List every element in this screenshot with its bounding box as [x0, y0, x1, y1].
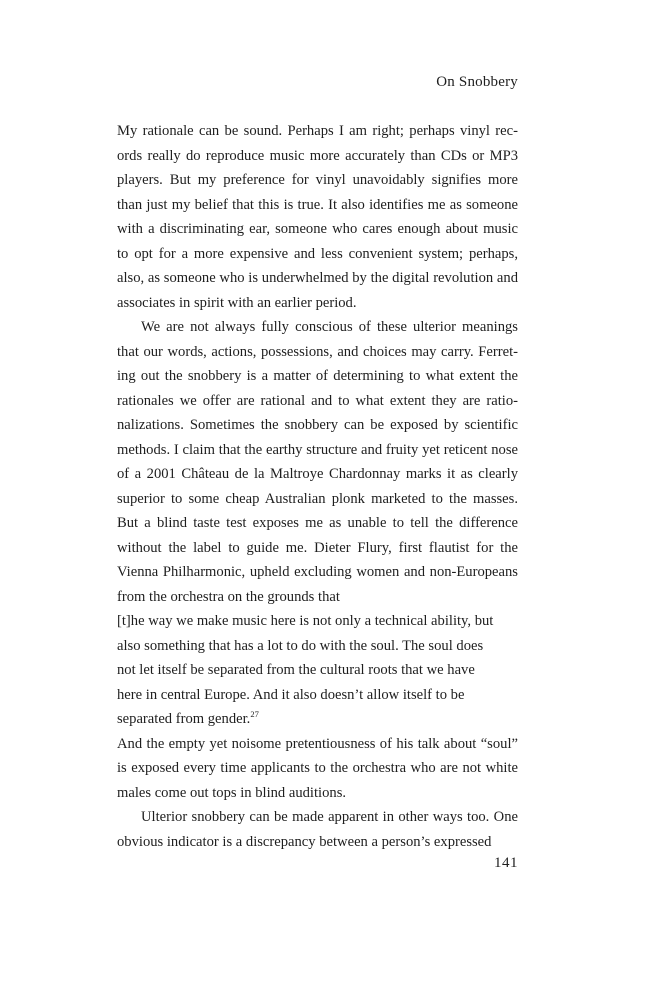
block-quote-text: [t]he way we make music here is not only a technical ability, but also something that has a lot to do with the soul. The soul does not let itself be separated from the cultural roots that we have here in central Europe. And it also doesn’t allow itself to be separated from gender.: [117, 613, 494, 727]
page-number: 141: [494, 855, 518, 871]
footnote-marker: 27: [250, 709, 259, 720]
paragraph-last: Ulterior snobbery can be made apparent in other ways too. One obvious indicator is a discrepancy between a person’s expressed: [117, 809, 518, 850]
paragraph-after-quote: And the empty yet noisome pretentiousness of his talk about “soul” is exposed every time applicants to the orchestra who are not white males come out tops in blind auditions.: [117, 735, 518, 801]
paragraph-2: We are not always fully conscious of these ulterior meanings that our words, actions, possessions, and choices may carry. Ferreting out the snobbery is a matter of determining to what extent the rationales we offer are rational and to what extent they are rationalizations. Sometimes the snobbery can be exposed by scientific methods. I claim that the earthy structure and fruity yet reticent nose of a 2001 Château de la Maltroye Chardonnay marks it as clearly superior to some cheap Australian plonk marketed to the masses. But a blind taste test exposes me as unable to tell the difference without the label to guide me. Dieter Flury, first flautist for the Vienna Philharmonic, upheld excluding women and non-Europeans from the orchestra on the grounds that: [117, 319, 518, 605]
running-head: On Snobbery: [436, 74, 518, 90]
block-quote: [117, 609, 518, 732]
paragraph-1: My rationale can be sound. Perhaps I am right; perhaps vinyl records really do reproduce music more accurately than CDs or MP3 players. But my preference for vinyl unavoidably signifies more than just my belief that this is true. It also identifies me as someone with a discriminating ear, someone who cares enough about music to opt for a more expensive and less convenient system; perhaps, also, as someone who is underwhelmed by the digital revolution and associates in spirit with an earlier period.: [117, 123, 518, 311]
body-text: [117, 119, 518, 854]
